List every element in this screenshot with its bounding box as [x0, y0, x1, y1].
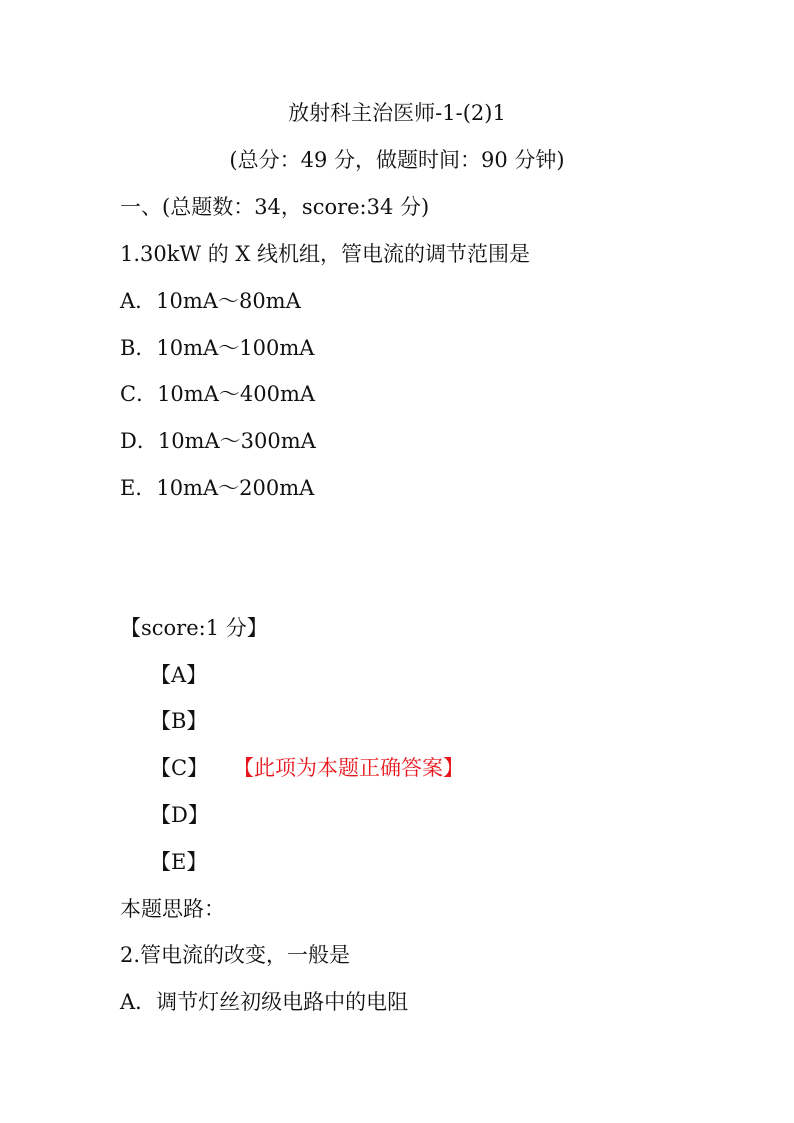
question-1-option-e: E．10mA～200mA [120, 476, 315, 500]
document-title: 放射科主治医师-1-(2)1 [288, 101, 506, 125]
question-1-score: 【score:1 分】 [120, 616, 268, 640]
document-subtitle: (总分：49 分，做题时间：90 分钟) [229, 148, 565, 172]
question-2-stem: 2.管电流的改变，一般是 [120, 943, 351, 967]
answer-mark-d: 【D】 [150, 803, 209, 827]
answer-mark-c: 【C】 [150, 756, 209, 780]
explanation-label: 本题思路： [120, 897, 225, 921]
question-1-option-c: C．10mA～400mA [120, 382, 316, 406]
answer-mark-b: 【B】 [150, 709, 208, 733]
correct-answer-note: 【此项为本题正确答案】 [233, 756, 464, 780]
answer-mark-e: 【E】 [150, 850, 208, 874]
question-1-option-a: A．10mA～80mA [120, 289, 301, 313]
section-heading: 一、(总题数：34，score:34 分) [120, 195, 430, 219]
question-2-option-a: A．调节灯丝初级电路中的电阻 [120, 990, 409, 1014]
question-1-option-b: B．10mA～100mA [120, 336, 315, 360]
question-1-option-d: D．10mA～300mA [120, 429, 316, 453]
answer-mark-a: 【A】 [150, 663, 208, 687]
question-1-stem: 1.30kW 的 X 线机组，管电流的调节范围是 [120, 242, 531, 266]
